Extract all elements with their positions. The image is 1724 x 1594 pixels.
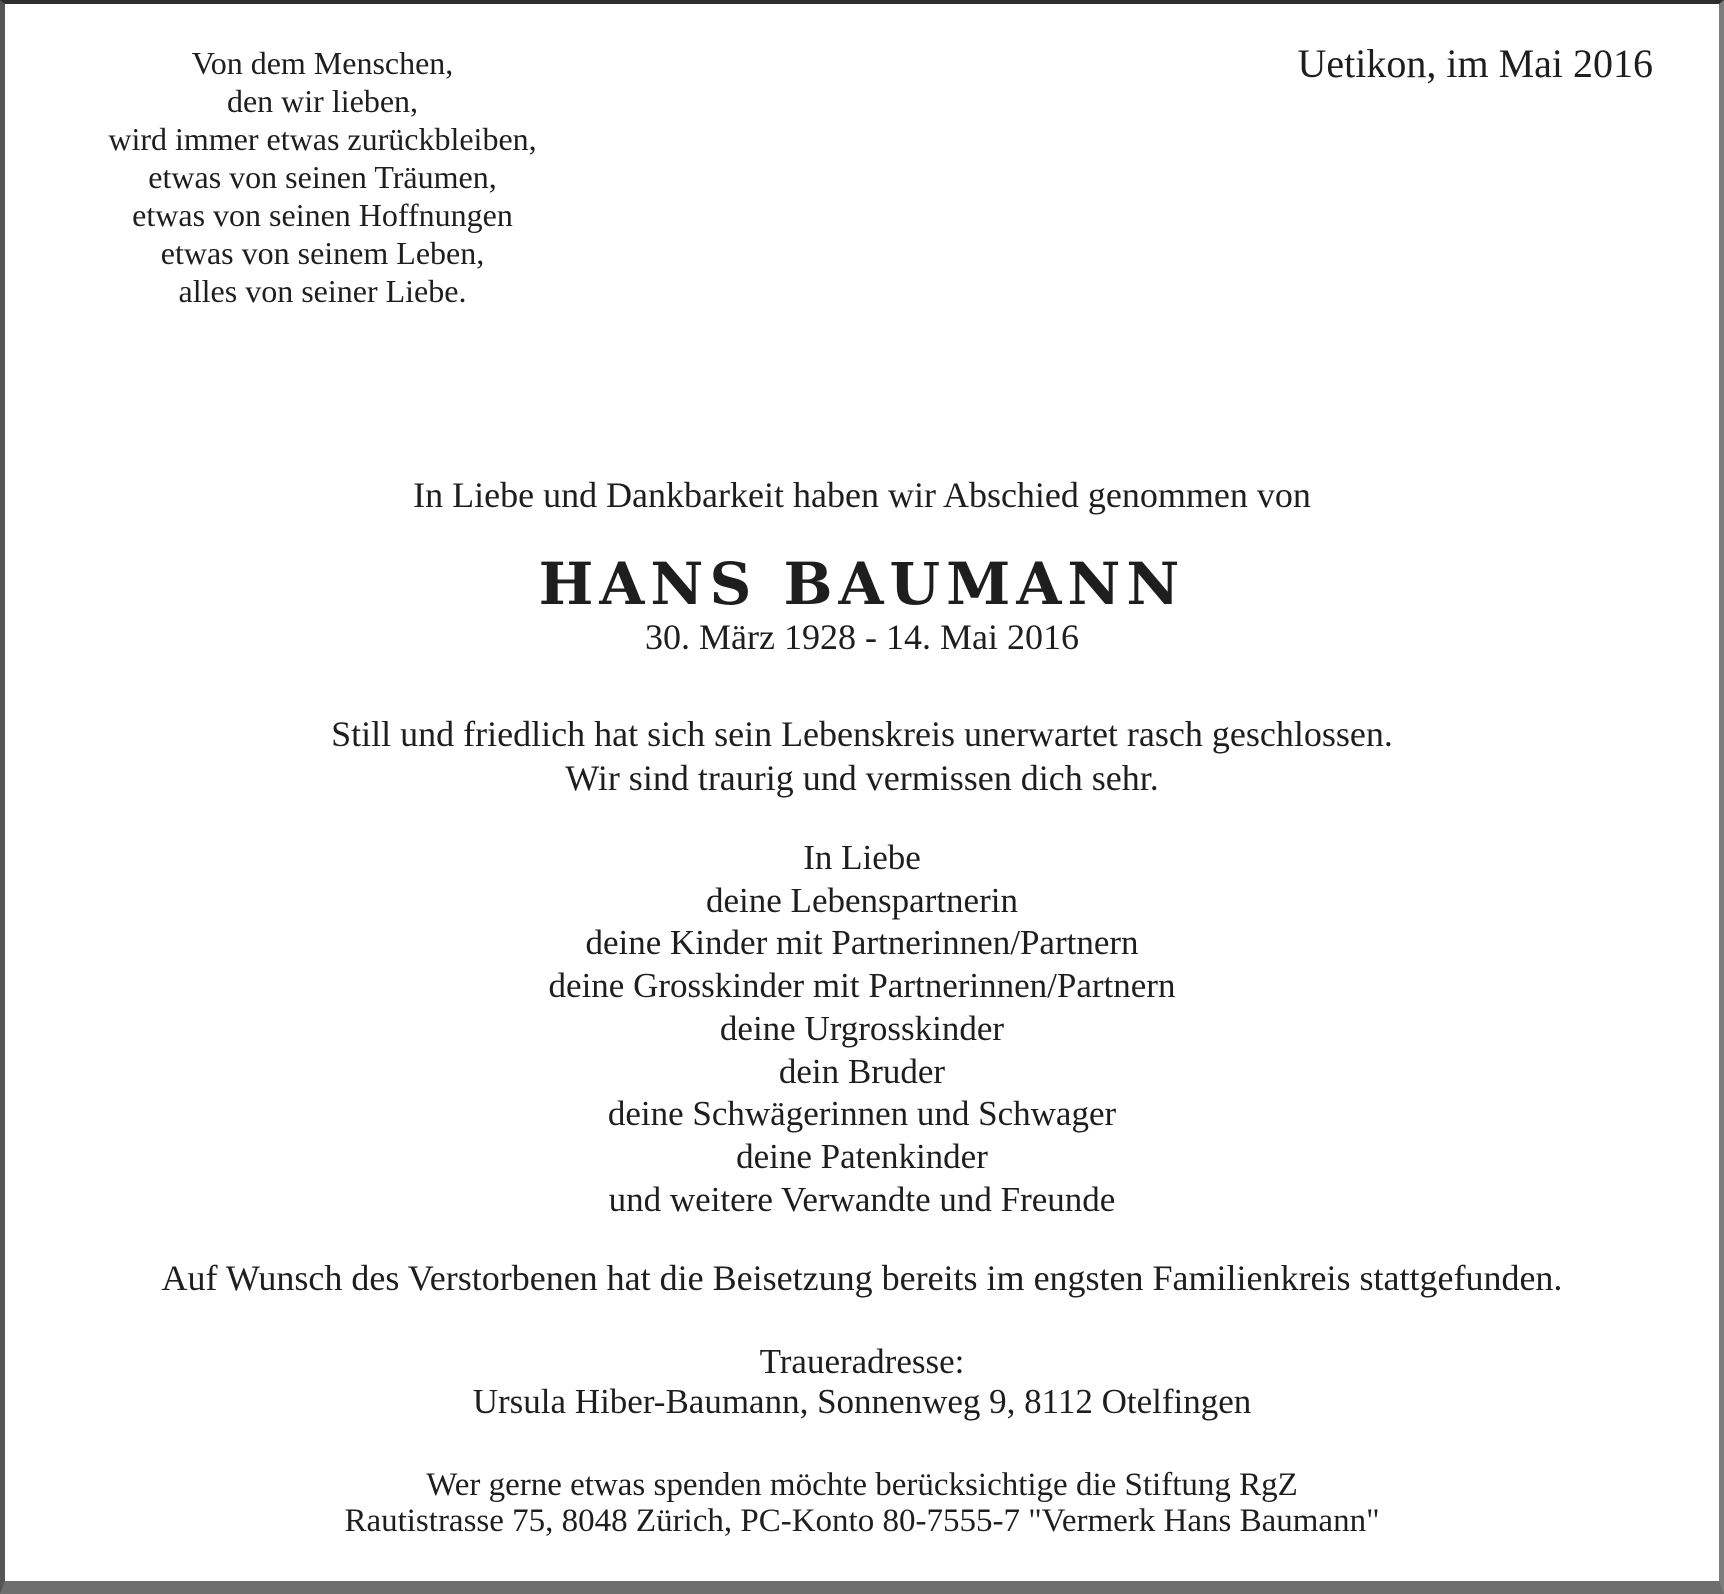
poem-line: Von dem Menschen,	[191, 45, 454, 81]
donation-line: Wer gerne etwas spenden möchte berücksichtige die Stiftung RgZ	[426, 1467, 1298, 1503]
place-and-date: Uetikon, im Mai 2016	[1297, 41, 1653, 86]
donation-note	[5, 1467, 1719, 1539]
mourners-line: deine Patenkinder	[736, 1136, 988, 1176]
mourners-line: deine Schwägerinnen und Schwager	[607, 1094, 1117, 1134]
mourning-address-line: Ursula Hiber-Baumann, Sonnenweg 9, 8112 Otelfingen	[472, 1382, 1252, 1421]
poem-line: etwas von seinen Träumen,	[148, 159, 497, 195]
mourners-line: deine Lebenspartnerin	[706, 880, 1018, 920]
message-line: Wir sind traurig und vermissen dich sehr.	[565, 758, 1159, 798]
mourners-line: deine Urgrosskinder	[719, 1008, 1005, 1048]
mourning-address	[5, 1342, 1719, 1422]
mourners-line: deine Grosskinder mit Partnerinnen/Partnern	[548, 966, 1176, 1006]
farewell-message	[5, 712, 1719, 800]
mourners-list	[5, 837, 1719, 1221]
mourners-line: und weitere Verwandte und Freunde	[608, 1179, 1116, 1219]
mourning-address-label: Traueradresse:	[759, 1342, 965, 1381]
poem-line: etwas von seinen Hoffnungen	[132, 197, 513, 233]
poem-line: den wir lieben,	[226, 83, 419, 119]
message-line: Still und friedlich hat sich sein Lebenskreis unerwartet rasch geschlossen.	[331, 714, 1393, 754]
poem-line: alles von seiner Liebe.	[178, 273, 467, 309]
memorial-poem	[65, 44, 580, 310]
donation-line: Rautistrasse 75, 8048 Zürich, PC-Konto 80-7555-7 "Vermerk Hans Baumann"	[344, 1503, 1380, 1539]
mourners-line: deine Kinder mit Partnerinnen/Partnern	[585, 923, 1139, 963]
farewell-intro: In Liebe und Dankbarkeit haben wir Abschied genommen von	[413, 475, 1311, 515]
funeral-note: Auf Wunsch des Verstorbenen hat die Beisetzung bereits im engsten Familienkreis stattgefunden.	[161, 1258, 1563, 1298]
poem-line: etwas von seinem Leben,	[160, 235, 485, 271]
mourners-line: dein Bruder	[778, 1051, 946, 1091]
poem-line: wird immer etwas zurückbleiben,	[108, 121, 537, 157]
deceased-name: HANS BAUMANN	[538, 550, 1186, 618]
mourners-line: In Liebe	[803, 838, 921, 877]
life-dates: 30. März 1928 - 14. Mai 2016	[645, 617, 1079, 657]
